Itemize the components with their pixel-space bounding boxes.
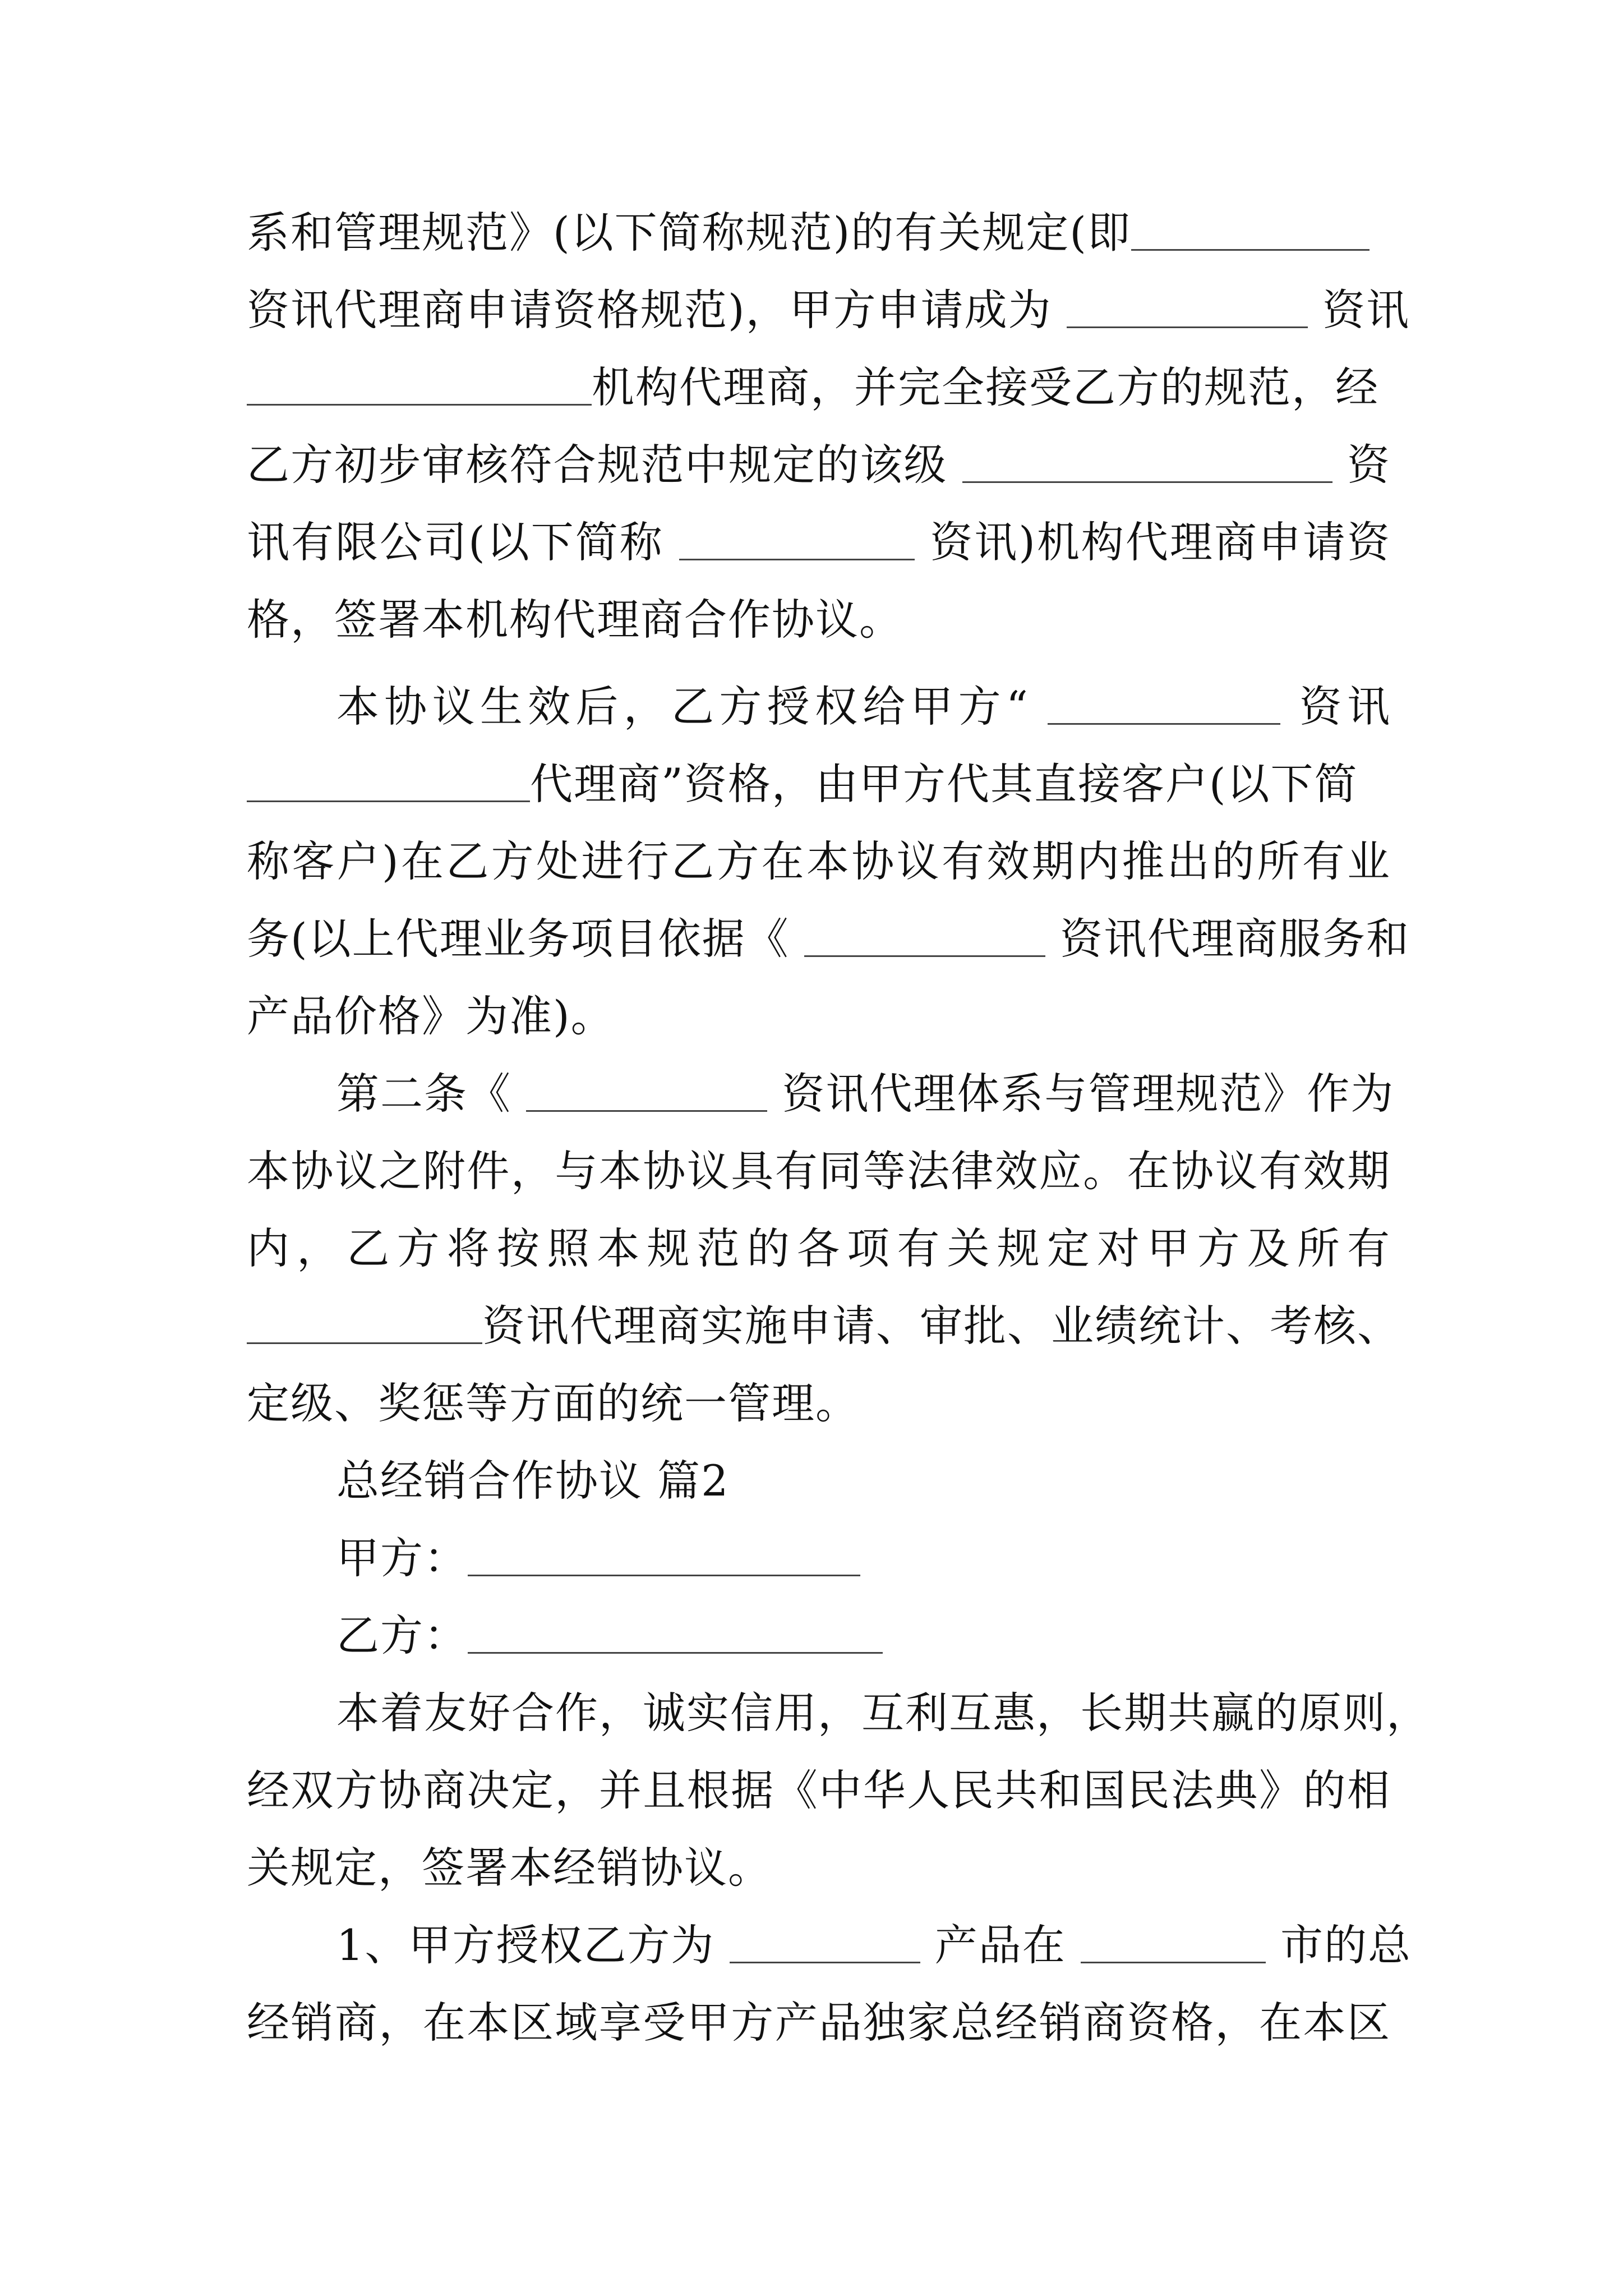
text-run: 第二条《 xyxy=(336,1069,511,1119)
text-run: 资讯 xyxy=(1299,682,1391,731)
text-run: 资讯 xyxy=(1322,285,1410,335)
text-run: 代理商”资格，由甲方代其直接客户(以下简 xyxy=(530,759,1358,809)
paragraph-line xyxy=(247,822,1391,901)
party-a-label: 甲方： xyxy=(336,1533,468,1583)
paragraph-line xyxy=(247,900,1410,978)
section-heading xyxy=(336,1442,1481,1520)
text-run: 资讯代理商实施申请、审批、业绩统计、考核、 xyxy=(482,1301,1401,1351)
paragraph-line xyxy=(247,271,1410,349)
text-run: 机构代理商，并完全接受乙方的规范，经 xyxy=(592,362,1379,412)
text-run: 格，签署本机构代理商合作协议。 xyxy=(247,595,903,645)
text-run: 本协议之附件，与本协议具有同等法律效应。在协议有效期 xyxy=(247,1146,1391,1196)
paragraph-line xyxy=(247,1209,1391,1288)
fill-in-blank[interactable] xyxy=(962,445,1332,483)
text-run: 本着友好合作，诚实信用，互利互惠，长期共赢的原则， xyxy=(336,1688,1430,1738)
paragraph-line xyxy=(247,745,1391,823)
fill-in-blank[interactable] xyxy=(247,367,592,406)
fill-in-blank[interactable] xyxy=(1131,213,1370,251)
text-run: 市的总 xyxy=(1280,1920,1412,1970)
party-b-blank[interactable] xyxy=(468,1616,883,1654)
text-run: 务(以上代理业务项目依据《 xyxy=(247,914,790,964)
fill-in-blank[interactable] xyxy=(804,919,1045,957)
fill-in-blank[interactable] xyxy=(1048,687,1280,725)
paragraph-line xyxy=(247,1132,1391,1211)
paragraph-line xyxy=(247,1287,1408,1365)
paragraph-line xyxy=(336,1906,1412,1985)
party-a-line xyxy=(336,1519,1481,1598)
paragraph-line xyxy=(247,581,1391,659)
paragraph-line xyxy=(336,668,1391,746)
fill-in-blank[interactable] xyxy=(730,1925,920,1963)
party-b-label: 乙方： xyxy=(336,1611,468,1660)
party-a-blank[interactable] xyxy=(468,1538,860,1576)
text-run: 产品价格》为准)。 xyxy=(247,991,615,1041)
text-run: 内，乙方将按照本规范的各项有关规定对甲方及所有 xyxy=(247,1223,1391,1273)
text-run: 经双方协商决定，并且根据《中华人民共和国民法典》的相 xyxy=(247,1765,1391,1815)
text-run: 资讯)机构代理商申请资 xyxy=(930,517,1391,567)
text-run: 系和管理规范》(以下简称规范)的有关规定(即 xyxy=(247,208,1131,257)
text-run: 资讯代理商申请资格规范)，甲方申请成为 xyxy=(247,285,1052,335)
text-run: 1、甲方授权乙方为 xyxy=(336,1920,715,1970)
paragraph-line xyxy=(247,194,1391,272)
paragraph-line xyxy=(247,977,1391,1056)
text-run: 资讯代理体系与管理规范》作为 xyxy=(782,1069,1395,1119)
text-run: 经销商，在本区域享受甲方产品独家总经销商资格，在本区 xyxy=(247,1998,1391,2047)
text-run: 资讯代理商服务和 xyxy=(1060,914,1410,964)
heading-text: 总经销合作协议 篇2 xyxy=(336,1456,730,1506)
party-b-line xyxy=(336,1596,1481,1675)
text-run: 称客户)在乙方处进行乙方在本协议有效期内推出的所有业 xyxy=(247,836,1391,886)
paragraph-line xyxy=(336,1055,1395,1133)
fill-in-blank[interactable] xyxy=(1081,1925,1266,1963)
text-run: 产品在 xyxy=(934,1920,1066,1970)
text-run: 本协议生效后，乙方授权给甲方“ xyxy=(336,682,1029,731)
fill-in-blank[interactable] xyxy=(526,1074,767,1112)
text-run: 乙方初步审核符合规范中规定的该级 xyxy=(247,440,948,490)
text-run: 资 xyxy=(1347,440,1391,490)
paragraph-line xyxy=(336,1674,1430,1752)
paragraph-line xyxy=(247,1984,1391,2062)
fill-in-blank[interactable] xyxy=(679,522,915,560)
paragraph-line xyxy=(247,1364,1391,1443)
fill-in-blank[interactable] xyxy=(247,1306,482,1344)
text-run: 定级、奖惩等方面的统一管理。 xyxy=(247,1378,859,1428)
fill-in-blank[interactable] xyxy=(1067,290,1308,328)
text-run: 关规定，签署本经销协议。 xyxy=(247,1843,772,1893)
paragraph-line xyxy=(247,1829,1391,1907)
paragraph-line xyxy=(247,426,1391,504)
paragraph-line xyxy=(247,348,1391,427)
paragraph-line xyxy=(247,1751,1391,1830)
text-run: 讯有限公司(以下简称 xyxy=(247,517,664,567)
paragraph-line xyxy=(247,503,1391,582)
fill-in-blank[interactable] xyxy=(247,764,530,802)
